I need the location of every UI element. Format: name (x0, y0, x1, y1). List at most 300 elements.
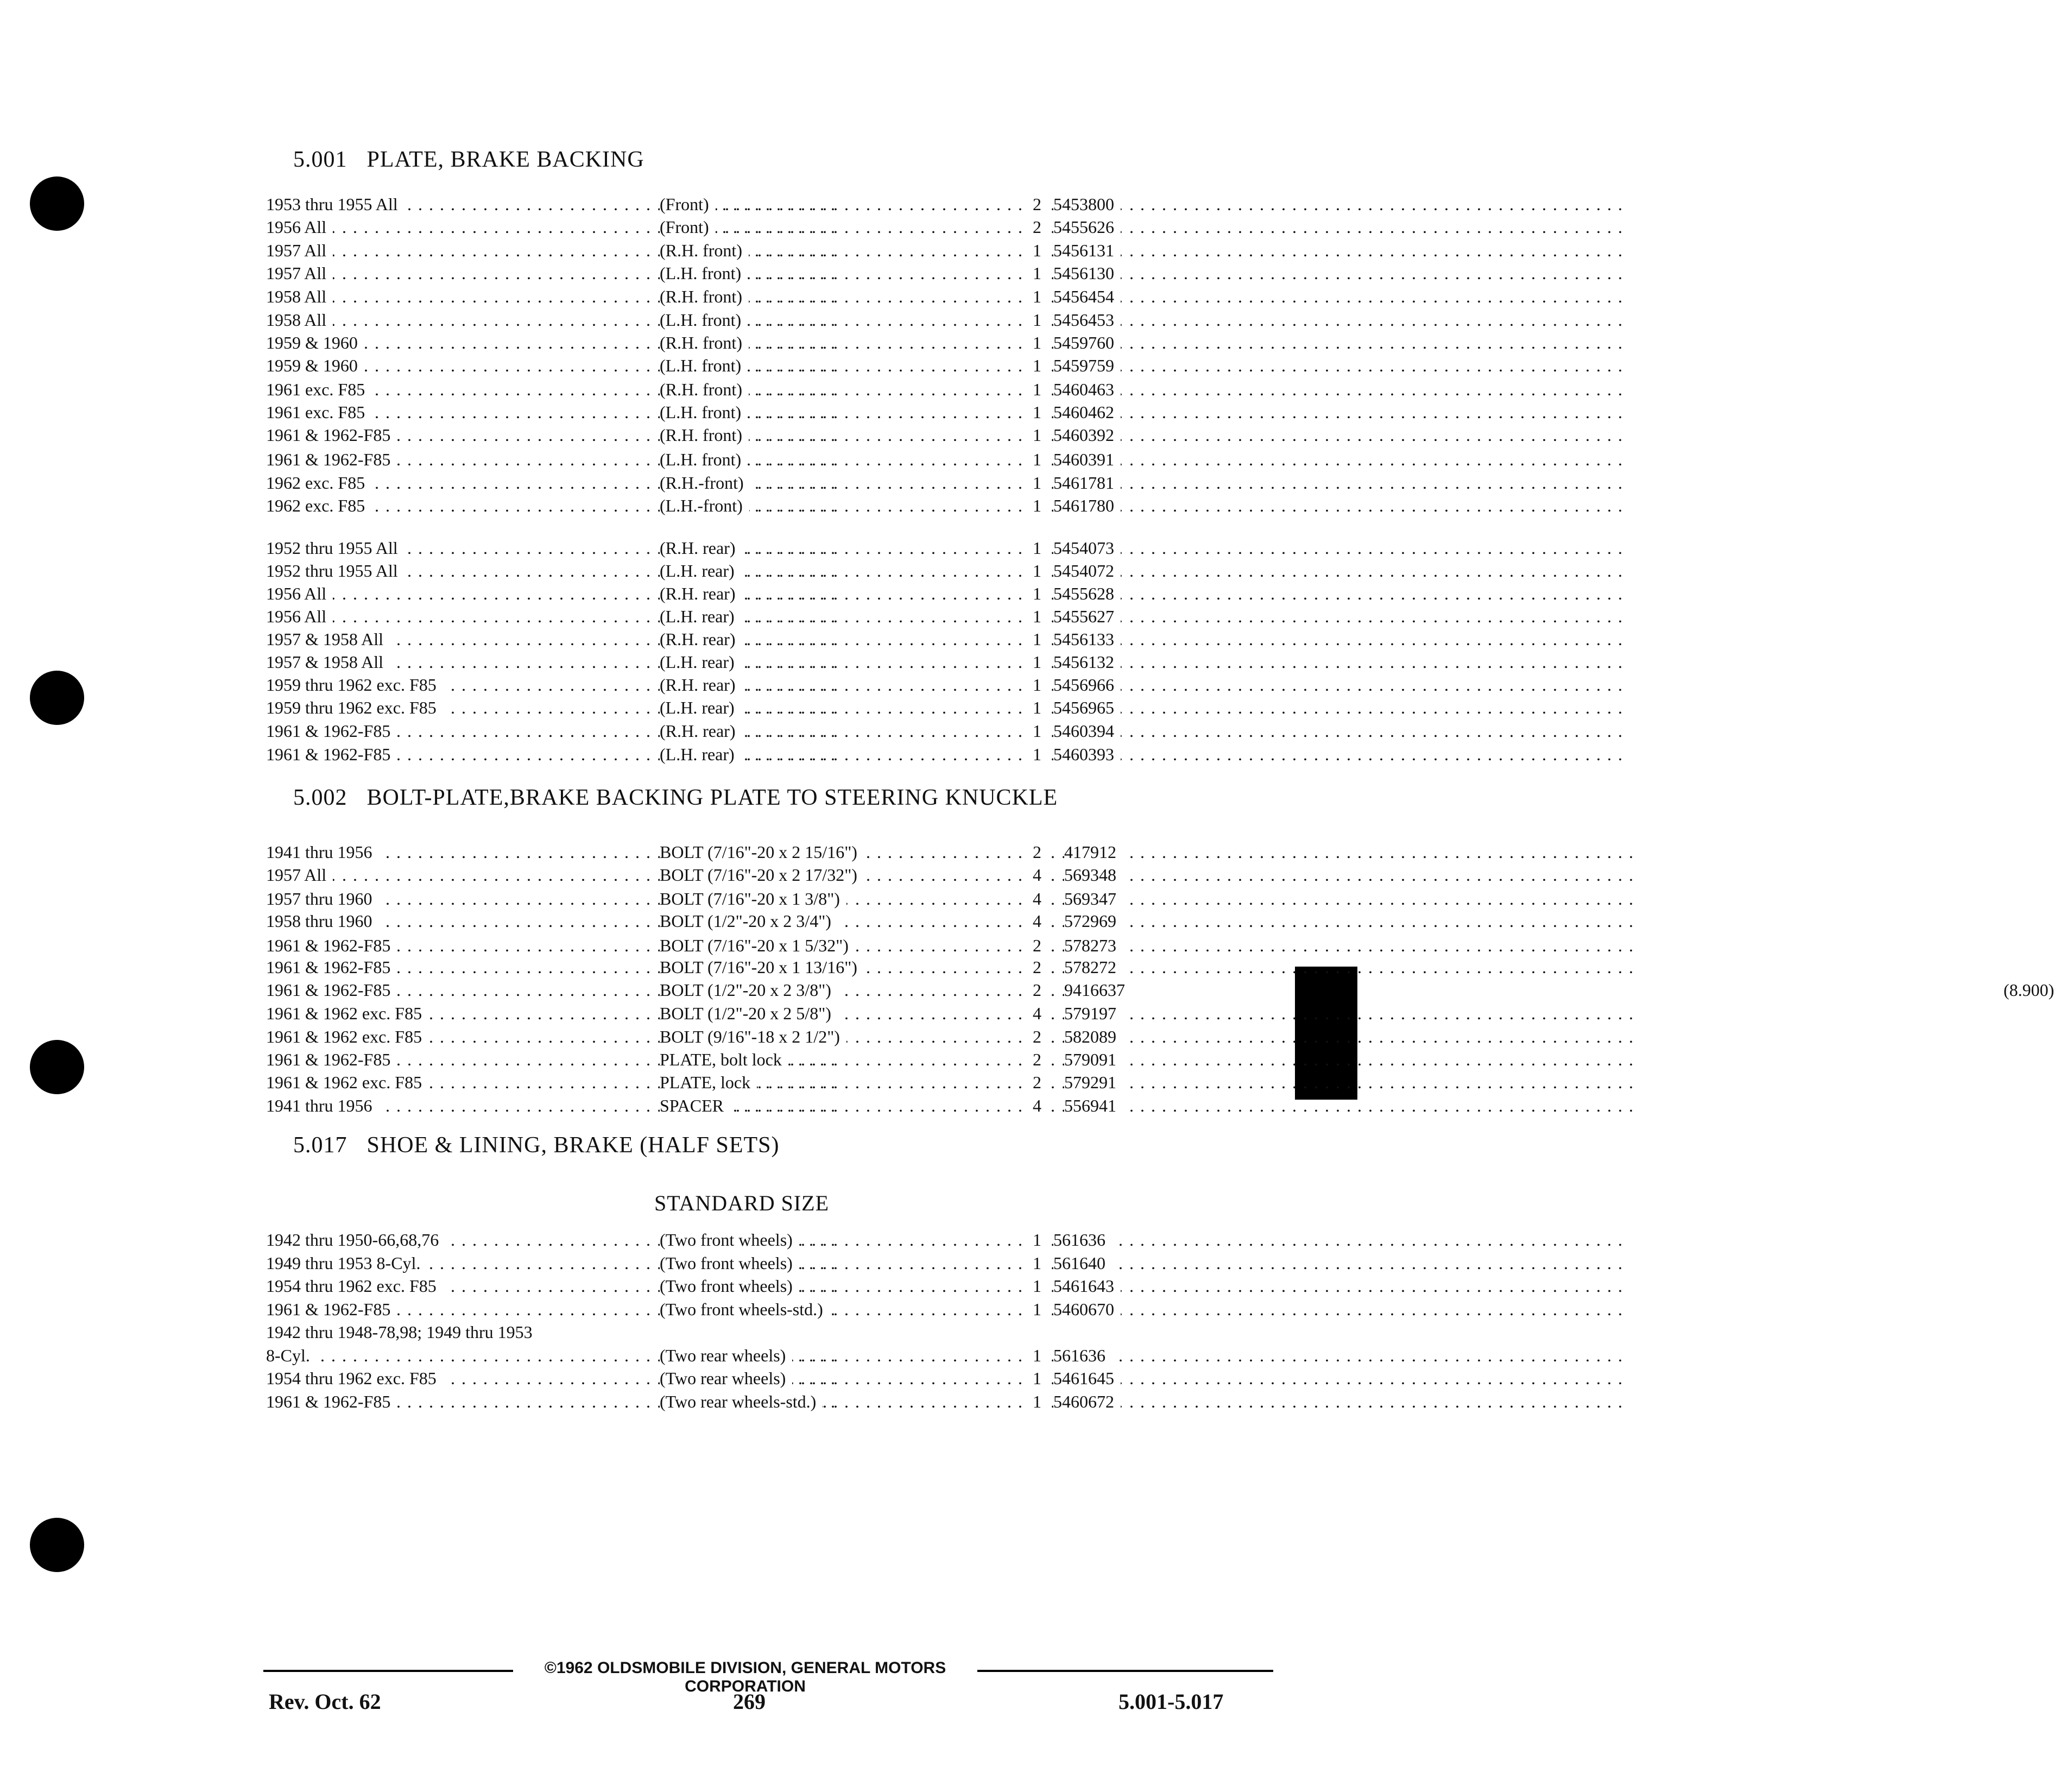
part-number: 5453800 (1053, 194, 1121, 214)
year-cell (266, 494, 638, 517)
part-description: PLATE, lock (660, 1072, 757, 1092)
model-years: 1961 & 1962 exc. F85 (266, 1004, 428, 1023)
quantity-cell (1026, 720, 1048, 742)
part-number: 5454072 (1053, 561, 1121, 580)
quantity: 2 (1033, 842, 1041, 862)
model-years: 1958 thru 1960 (266, 911, 379, 931)
quantity-cell (1026, 424, 1048, 446)
part-description: BOLT (9/16"-18 x 2 1/2") (660, 1027, 846, 1046)
part-number: 5456133 (1053, 629, 1121, 649)
leader-dots (1053, 216, 1623, 238)
leader-dots (1053, 559, 1623, 582)
year-cell (266, 887, 638, 910)
leader-dots (1064, 910, 1634, 932)
quantity-cell (1026, 537, 1048, 559)
part-number: 5456454 (1053, 287, 1121, 306)
table-row (266, 1002, 1271, 1025)
part-number: 5460463 (1053, 380, 1121, 399)
model-years: 1959 thru 1962 exc. F85 (266, 698, 443, 717)
quantity-cell (1026, 285, 1048, 308)
table-row (266, 1048, 1271, 1071)
leader-dots (1053, 1274, 1623, 1297)
quantity-cell (1026, 651, 1048, 673)
part-number-cell (1064, 910, 1281, 932)
part-number: 5460393 (1053, 744, 1121, 764)
leader-dots (1064, 956, 1634, 979)
quantity: 1 (1033, 1368, 1041, 1388)
quantity-cell (1026, 216, 1048, 238)
leader-dots (1064, 887, 1634, 910)
part-number: 5456131 (1053, 241, 1121, 260)
leader-dots (1053, 308, 1623, 331)
part-description: (Front) (660, 217, 716, 237)
model-years: 1954 thru 1962 exc. F85 (266, 1276, 443, 1296)
leader-dots (1053, 720, 1623, 742)
year-cell (266, 354, 638, 377)
year-cell (266, 628, 638, 651)
part-number-cell (1053, 494, 1271, 517)
quantity: 1 (1033, 380, 1041, 399)
year-cell (266, 262, 638, 285)
quantity: 1 (1033, 721, 1041, 741)
year-cell (266, 651, 638, 673)
leader-dots (1064, 1048, 1634, 1071)
quantity: 2 (1033, 957, 1041, 977)
section-range: 5.001-5.017 (1118, 1689, 1224, 1714)
leader-dots (1053, 628, 1623, 651)
year-cell (266, 841, 638, 863)
table-row (266, 673, 1271, 696)
model-years: 1962 exc. F85 (266, 473, 371, 493)
year-cell (266, 1048, 638, 1071)
table-row (266, 841, 1271, 863)
part-number: 578273 (1064, 936, 1123, 955)
part-number-cell (1053, 1344, 1271, 1367)
part-description: BOLT (7/16"-20 x 1 13/16") (660, 957, 864, 977)
leader-dots (1064, 1071, 1634, 1094)
leader-dots (1053, 696, 1623, 719)
year-cell (266, 1002, 638, 1025)
part-number: 579197 (1064, 1004, 1123, 1023)
quantity-cell (1026, 401, 1048, 424)
table-row (266, 1298, 1271, 1321)
table-row (266, 582, 1271, 605)
quantity: 1 (1033, 356, 1041, 375)
table-row (266, 1344, 1271, 1367)
quantity-cell (1026, 308, 1048, 331)
part-description: BOLT (7/16"-20 x 1 3/8") (660, 889, 846, 908)
quantity-cell (1026, 1048, 1048, 1071)
part-description: SPACER (660, 1096, 730, 1115)
table-row (266, 378, 1271, 401)
section-heading-5-001 (293, 147, 644, 173)
leader-dots (1053, 673, 1623, 696)
section-title: PLATE, BRAKE BACKING (366, 147, 644, 172)
table-row (266, 239, 1271, 262)
quantity-cell (1026, 262, 1048, 285)
quantity: 1 (1033, 1392, 1041, 1411)
part-description: BOLT (1/2"-20 x 2 3/8") (660, 980, 838, 1000)
part-number-cell (1053, 1367, 1271, 1390)
table-row (266, 1252, 1271, 1274)
quantity: 4 (1033, 865, 1041, 885)
model-years: 1959 & 1960 (266, 356, 364, 375)
leader-dots (1053, 1367, 1623, 1390)
binder-hole (30, 1518, 84, 1572)
year-cell (266, 582, 638, 605)
leader-dots (1053, 582, 1623, 605)
table-row (266, 285, 1271, 308)
quantity: 1 (1033, 698, 1041, 717)
quantity: 2 (1033, 1072, 1041, 1092)
section-number: 5.002 (293, 785, 347, 810)
part-number: 5460392 (1053, 425, 1121, 445)
part-number: 5456130 (1053, 263, 1121, 283)
leader-dots (1064, 841, 1634, 863)
part-number: 5456453 (1053, 310, 1121, 330)
year-cell (266, 720, 638, 742)
leader-dots (1053, 1390, 1623, 1413)
quantity-cell (1026, 1025, 1048, 1048)
quantity-cell (1026, 331, 1048, 354)
page-number: 269 (733, 1689, 766, 1714)
part-description: (L.H. front) (660, 356, 748, 375)
part-number: 5461781 (1053, 473, 1121, 493)
model-years: 1942 thru 1950-66,68,76 (266, 1230, 445, 1250)
binder-hole (30, 176, 84, 231)
table-row (266, 1367, 1271, 1390)
year-cell (266, 559, 638, 582)
part-number-cell (1064, 1071, 1281, 1094)
model-years: 1957 & 1958 All (266, 629, 390, 649)
part-number-cell (1053, 285, 1271, 308)
leader-dots (1053, 424, 1623, 446)
quantity-cell (1026, 956, 1048, 979)
model-years: 1949 thru 1953 8-Cyl. (266, 1253, 427, 1273)
leader-dots (1053, 651, 1623, 673)
model-years: 1952 thru 1955 All (266, 561, 405, 580)
table-row (266, 887, 1271, 910)
part-description: (Two rear wheels) (660, 1368, 792, 1388)
model-years: 1961 & 1962-F85 (266, 957, 397, 977)
part-number-cell (1064, 841, 1281, 863)
year-cell (266, 1094, 638, 1117)
part-description: (R.H. front) (660, 241, 749, 260)
part-number: 5459760 (1053, 333, 1121, 352)
part-description: (R.H. front) (660, 425, 749, 445)
part-number: 572969 (1064, 911, 1123, 931)
year-cell (266, 401, 638, 424)
part-number: 5456132 (1053, 652, 1121, 672)
model-years: 1961 & 1962-F85 (266, 744, 397, 764)
section-heading-5-017 (293, 1132, 780, 1158)
year-cell (266, 979, 638, 1001)
footer-rule (263, 1670, 513, 1672)
leader-dots (1053, 331, 1623, 354)
quantity: 2 (1033, 1027, 1041, 1046)
footer-rule (977, 1670, 1273, 1672)
table-row (266, 354, 1271, 377)
part-number: 582089 (1064, 1027, 1123, 1046)
table-row (266, 956, 1271, 979)
part-number: 5455626 (1053, 217, 1121, 237)
part-description: (L.H. front) (660, 402, 748, 422)
part-number: 5455627 (1053, 607, 1121, 626)
part-number: 5461780 (1053, 496, 1121, 515)
year-cell (266, 1274, 638, 1297)
part-number: 5460670 (1053, 1299, 1121, 1319)
leader-dots (1053, 1344, 1623, 1367)
part-description: (R.H. rear) (660, 584, 742, 603)
quantity-cell (1026, 559, 1048, 582)
table-row (266, 216, 1271, 238)
part-description: (L.H. rear) (660, 698, 741, 717)
quantity: 1 (1033, 425, 1041, 445)
leader-dots (1064, 1002, 1634, 1025)
model-years: 1952 thru 1955 All (266, 538, 405, 558)
part-number: 5459759 (1053, 356, 1121, 375)
quantity-cell (1026, 1344, 1048, 1367)
section-title: SHOE & LINING, BRAKE (HALF SETS) (366, 1133, 780, 1158)
part-description: (R.H. rear) (660, 629, 742, 649)
year-cell (266, 743, 638, 766)
part-description: (L.H. front) (660, 263, 748, 283)
year-cell (266, 863, 638, 886)
part-description: BOLT (7/16"-20 x 2 15/16") (660, 842, 864, 862)
part-description: (L.H. rear) (660, 561, 741, 580)
part-description: BOLT (7/16"-20 x 2 17/32") (660, 865, 864, 885)
model-years: 1961 & 1962-F85 (266, 1299, 397, 1319)
part-number-cell (1053, 673, 1271, 696)
quantity-cell (1026, 605, 1048, 628)
part-description: (R.H.-front) (660, 473, 750, 493)
leader-dots (1053, 1298, 1623, 1321)
quantity: 1 (1033, 744, 1041, 764)
quantity: 1 (1033, 607, 1041, 626)
cross-reference: (8.900) (2004, 979, 2054, 1001)
quantity: 1 (1033, 584, 1041, 603)
part-number: 5460462 (1053, 402, 1121, 422)
model-years: 1962 exc. F85 (266, 496, 371, 515)
leader-dots (1064, 1025, 1634, 1048)
part-number-cell (1064, 1094, 1281, 1117)
quantity-cell (1026, 841, 1048, 863)
table-row (266, 401, 1271, 424)
model-years: 1953 thru 1955 All (266, 194, 405, 214)
part-description: (Front) (660, 194, 716, 214)
part-number: 5461643 (1053, 1276, 1121, 1296)
part-description: PLATE, bolt lock (660, 1050, 788, 1069)
quantity: 1 (1033, 450, 1041, 469)
model-years: 1957 All (266, 241, 333, 260)
part-number: 417912 (1064, 842, 1123, 862)
quantity-cell (1026, 1390, 1048, 1413)
section-heading-5-002 (293, 785, 1058, 811)
table-row (266, 910, 1271, 932)
part-number-cell (1064, 1048, 1281, 1071)
quantity-cell (1026, 1228, 1048, 1251)
table-row (266, 1321, 1271, 1343)
part-number: 569347 (1064, 889, 1123, 908)
section-title: BOLT-PLATE,BRAKE BACKING PLATE TO STEERING KNUCKLE (366, 785, 1058, 810)
model-years: 1958 All (266, 310, 333, 330)
model-years: 1957 All (266, 865, 333, 885)
part-number-cell (1053, 651, 1271, 673)
quantity-cell (1026, 628, 1048, 651)
quantity-cell (1026, 910, 1048, 932)
table-row (266, 193, 1271, 216)
part-description: (R.H. front) (660, 380, 749, 399)
year-cell (266, 1071, 638, 1094)
leader-dots (1053, 537, 1623, 559)
quantity: 1 (1033, 263, 1041, 283)
year-cell (266, 1025, 638, 1048)
part-number-cell (1053, 424, 1271, 446)
year-cell (266, 239, 638, 262)
part-description: (Two rear wheels) (660, 1346, 792, 1365)
part-number-cell (1053, 331, 1271, 354)
leader-dots (1053, 1228, 1623, 1251)
table-row (266, 696, 1271, 719)
quantity: 4 (1033, 1004, 1041, 1023)
year-cell (266, 424, 638, 446)
part-description: (Two front wheels) (660, 1276, 799, 1296)
year-cell (266, 1367, 638, 1390)
part-description: BOLT (7/16"-20 x 1 5/32") (660, 936, 855, 955)
model-years: 1961 & 1962-F85 (266, 721, 397, 741)
binder-hole (30, 1040, 84, 1094)
quantity: 2 (1033, 1050, 1041, 1069)
table-row (266, 1025, 1271, 1048)
part-number: 5455628 (1053, 584, 1121, 603)
part-number: 578272 (1064, 957, 1123, 977)
quantity-cell (1026, 863, 1048, 886)
part-description: (R.H. rear) (660, 675, 742, 695)
leader-dots (1053, 471, 1623, 494)
part-number: 5456966 (1053, 675, 1121, 695)
part-number-cell (1053, 582, 1271, 605)
part-description: (L.H.-front) (660, 496, 749, 515)
quantity: 1 (1033, 1230, 1041, 1250)
part-number: 569348 (1064, 865, 1123, 885)
model-years: 1961 & 1962-F85 (266, 1392, 397, 1411)
part-number-cell (1053, 628, 1271, 651)
part-description: (R.H. front) (660, 287, 749, 306)
model-years: 1961 exc. F85 (266, 380, 371, 399)
table-row (266, 448, 1271, 471)
table-row (266, 743, 1271, 766)
part-number: 556941 (1064, 1096, 1123, 1115)
quantity: 1 (1033, 333, 1041, 352)
standard-size-subheading: STANDARD SIZE (654, 1191, 830, 1215)
table-row (266, 605, 1271, 628)
year-cell (266, 537, 638, 559)
model-years: 1961 & 1962-F85 (266, 980, 397, 1000)
quantity: 1 (1033, 473, 1041, 493)
quantity: 1 (1033, 1276, 1041, 1296)
quantity-cell (1026, 471, 1048, 494)
part-number-cell (1053, 308, 1271, 331)
part-number: 5460394 (1053, 721, 1121, 741)
quantity-cell (1026, 696, 1048, 719)
model-years: 1958 All (266, 287, 333, 306)
quantity-cell (1026, 1002, 1048, 1025)
model-years: 1942 thru 1948-78,98; 1949 thru 1953 (266, 1322, 539, 1342)
model-years: 1956 All (266, 607, 333, 626)
part-number-cell (1053, 262, 1271, 285)
part-number: 5456965 (1053, 698, 1121, 717)
part-description: (Two front wheels-std.) (660, 1299, 830, 1319)
year-cell (266, 1321, 638, 1343)
table-row (266, 308, 1271, 331)
quantity-cell (1026, 1367, 1048, 1390)
table-row (266, 1274, 1271, 1297)
leader-dots (1053, 354, 1623, 377)
table-row (266, 1094, 1271, 1117)
part-number-cell (1053, 378, 1271, 401)
quantity: 2 (1033, 936, 1041, 955)
model-years: 1961 & 1962 exc. F85 (266, 1072, 428, 1092)
table-row (266, 934, 1271, 957)
table-row (266, 1390, 1271, 1413)
model-years: 1957 thru 1960 (266, 889, 379, 908)
leader-dots (1053, 285, 1623, 308)
part-number-cell (1053, 1298, 1271, 1321)
part-number-cell (1053, 743, 1271, 766)
year-cell (266, 193, 638, 216)
table-row (266, 262, 1271, 285)
quantity-cell (1026, 378, 1048, 401)
table-row (266, 720, 1271, 742)
part-number-cell (1064, 1025, 1281, 1048)
quantity: 4 (1033, 1096, 1041, 1115)
part-description: (Two rear wheels-std.) (660, 1392, 823, 1411)
quantity: 1 (1033, 402, 1041, 422)
quantity: 1 (1033, 561, 1041, 580)
table-row (266, 471, 1271, 494)
part-description: (R.H. rear) (660, 538, 742, 558)
quantity-cell (1026, 193, 1048, 216)
part-description: (L.H. rear) (660, 744, 741, 764)
quantity: 1 (1033, 287, 1041, 306)
year-cell (266, 1252, 638, 1274)
part-number-cell (1053, 1228, 1271, 1251)
part-description: (R.H. rear) (660, 721, 742, 741)
part-number-cell (1053, 216, 1271, 238)
leader-dots (1053, 401, 1623, 424)
model-years: 1954 thru 1962 exc. F85 (266, 1368, 443, 1388)
quantity-cell (1026, 887, 1048, 910)
year-cell (266, 605, 638, 628)
quantity-cell (1026, 1252, 1048, 1274)
table-row (266, 628, 1271, 651)
leader-dots (1064, 934, 1634, 957)
quantity: 1 (1033, 538, 1041, 558)
table-row (266, 863, 1271, 886)
part-number-cell (1053, 559, 1271, 582)
quantity: 1 (1033, 1346, 1041, 1365)
part-number-cell (1064, 956, 1281, 979)
table-row (266, 1228, 1271, 1251)
model-years: 1941 thru 1956 (266, 842, 379, 862)
model-years: 1959 & 1960 (266, 333, 364, 352)
quantity-cell (1026, 354, 1048, 377)
quantity-cell (1026, 1274, 1048, 1297)
section-number: 5.001 (293, 147, 347, 172)
year-cell (266, 285, 638, 308)
part-number-cell (1064, 863, 1281, 886)
quantity-cell (1026, 1071, 1048, 1094)
